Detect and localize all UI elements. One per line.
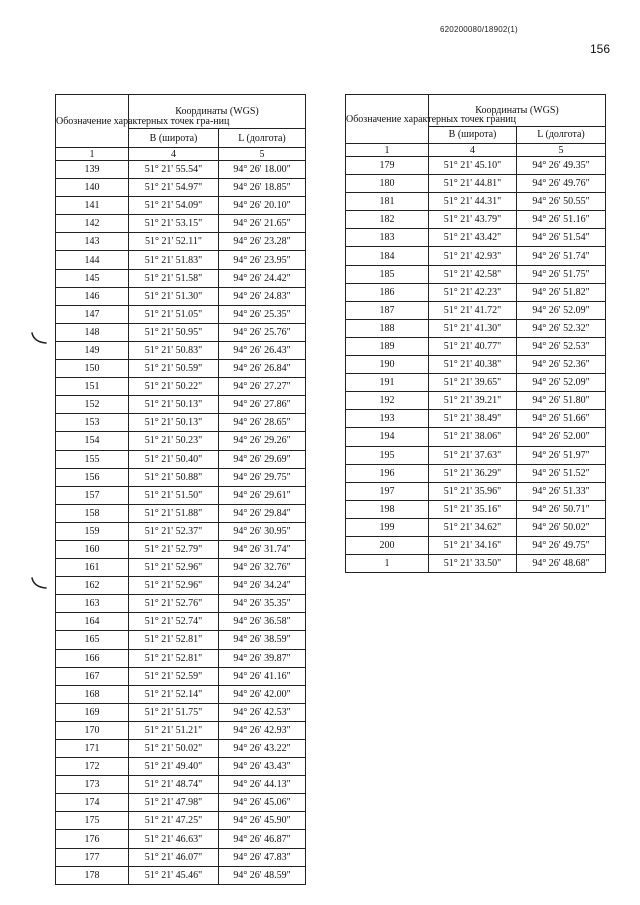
table-row <box>346 446 606 464</box>
latitude-cell: 51° 21' 51.58" <box>129 269 219 287</box>
point-id-cell: 198 <box>346 500 429 518</box>
point-id-cell: 169 <box>56 703 129 721</box>
table-row <box>346 157 606 175</box>
table-row <box>346 301 606 319</box>
latitude-cell: 51° 21' 52.81" <box>129 649 219 667</box>
point-id-cell: 189 <box>346 337 429 355</box>
point-id-cell: 161 <box>56 559 129 577</box>
latitude-cell: 51° 21' 47.25" <box>129 812 219 830</box>
point-id-cell: 166 <box>56 649 129 667</box>
point-id-cell: 175 <box>56 812 129 830</box>
point-id-cell: 163 <box>56 595 129 613</box>
table-row <box>56 450 306 468</box>
longitude-cell: 94° 26' 29.75" <box>219 468 306 486</box>
latitude-cell: 51° 21' 40.77" <box>429 337 517 355</box>
left-table-body <box>56 95 306 885</box>
longitude-cell: 94° 26' 34.24" <box>219 577 306 595</box>
latitude-cell: 51° 21' 43.79" <box>429 211 517 229</box>
table-row <box>56 215 306 233</box>
point-id-cell: 178 <box>56 866 129 884</box>
table-row <box>56 703 306 721</box>
table-row <box>56 341 306 359</box>
point-id-cell: 200 <box>346 536 429 554</box>
column-number: 4 <box>429 144 517 157</box>
latitude-cell: 51° 21' 52.74" <box>129 613 219 631</box>
table-row <box>346 356 606 374</box>
latitude-cell: 51° 21' 42.93" <box>429 247 517 265</box>
longitude-cell: 94° 26' 25.76" <box>219 323 306 341</box>
longitude-cell: 94° 26' 50.71" <box>517 500 606 518</box>
point-id-cell: 199 <box>346 518 429 536</box>
longitude-cell: 94° 26' 51.80" <box>517 392 606 410</box>
table-row <box>56 631 306 649</box>
longitude-cell: 94° 26' 52.09" <box>517 301 606 319</box>
column-number-row <box>346 144 606 157</box>
point-id-cell: 157 <box>56 486 129 504</box>
table-row <box>346 482 606 500</box>
latitude-cell: 51° 21' 33.50" <box>429 555 517 573</box>
point-id-cell: 143 <box>56 233 129 251</box>
latitude-cell: 51° 21' 51.75" <box>129 703 219 721</box>
longitude-cell: 94° 26' 51.74" <box>517 247 606 265</box>
point-id-cell: 165 <box>56 631 129 649</box>
longitude-cell: 94° 26' 29.69" <box>219 450 306 468</box>
table-row <box>56 794 306 812</box>
table-row <box>346 175 606 193</box>
point-id-cell: 162 <box>56 577 129 595</box>
longitude-cell: 94° 26' 27.86" <box>219 396 306 414</box>
point-id-cell: 196 <box>346 464 429 482</box>
table-row <box>56 613 306 631</box>
latitude-cell: 51° 21' 50.13" <box>129 396 219 414</box>
latitude-cell: 51° 21' 49.40" <box>129 758 219 776</box>
latitude-cell: 51° 21' 39.65" <box>429 374 517 392</box>
latitude-cell: 51° 21' 45.10" <box>429 157 517 175</box>
latitude-cell: 51° 21' 34.62" <box>429 518 517 536</box>
point-id-cell: 160 <box>56 540 129 558</box>
margin-check-mark-icon <box>30 575 48 591</box>
column-number: 1 <box>56 148 129 161</box>
point-id-cell: 141 <box>56 197 129 215</box>
latitude-cell: 51° 21' 52.59" <box>129 667 219 685</box>
longitude-cell: 94° 26' 51.16" <box>517 211 606 229</box>
longitude-cell: 94° 26' 42.00" <box>219 685 306 703</box>
longitude-cell: 94° 26' 49.76" <box>517 175 606 193</box>
point-id-cell: 151 <box>56 378 129 396</box>
table-row <box>56 649 306 667</box>
latitude-cell: 51° 21' 52.14" <box>129 685 219 703</box>
point-id-cell: 179 <box>346 157 429 175</box>
latitude-cell: 51° 21' 47.98" <box>129 794 219 812</box>
latitude-cell: 51° 21' 51.83" <box>129 251 219 269</box>
longitude-cell: 94° 26' 51.82" <box>517 283 606 301</box>
latitude-cell: 51° 21' 43.42" <box>429 229 517 247</box>
longitude-cell: 94° 26' 38.59" <box>219 631 306 649</box>
point-id-cell: 192 <box>346 392 429 410</box>
longitude-cell: 94° 26' 41.16" <box>219 667 306 685</box>
point-id-cell: 144 <box>56 251 129 269</box>
point-id-cell: 148 <box>56 323 129 341</box>
latitude-cell: 51° 21' 52.96" <box>129 577 219 595</box>
longitude-cell: 94° 26' 48.68" <box>517 555 606 573</box>
point-id-cell: 156 <box>56 468 129 486</box>
point-id-cell: 191 <box>346 374 429 392</box>
longitude-cell: 94° 26' 42.53" <box>219 703 306 721</box>
table-row <box>346 410 606 428</box>
table-row <box>56 685 306 703</box>
point-id-cell: 176 <box>56 830 129 848</box>
longitude-cell: 94° 26' 52.53" <box>517 337 606 355</box>
header-row <box>346 95 606 127</box>
point-id-cell: 172 <box>56 758 129 776</box>
document-number: 620200080/18902(1) <box>440 25 518 34</box>
point-id-cell: 184 <box>346 247 429 265</box>
longitude-cell: 94° 26' 51.52" <box>517 464 606 482</box>
longitude-cell: 94° 26' 51.97" <box>517 446 606 464</box>
column-number: 5 <box>219 148 306 161</box>
point-id-cell: 145 <box>56 269 129 287</box>
table-row <box>346 211 606 229</box>
table-row <box>346 555 606 573</box>
point-id-cell: 146 <box>56 287 129 305</box>
longitude-cell: 94° 26' 26.43" <box>219 341 306 359</box>
table-row <box>56 776 306 794</box>
point-id-cell: 182 <box>346 211 429 229</box>
longitude-cell: 94° 26' 32.76" <box>219 559 306 577</box>
table-row <box>346 283 606 301</box>
table-row <box>346 428 606 446</box>
latitude-cell: 51° 21' 52.76" <box>129 595 219 613</box>
longitude-cell: 94° 26' 25.35" <box>219 305 306 323</box>
longitude-cell: 94° 26' 47.83" <box>219 848 306 866</box>
latitude-cell: 51° 21' 54.09" <box>129 197 219 215</box>
point-id-cell: 167 <box>56 667 129 685</box>
table-row <box>56 577 306 595</box>
longitude-cell: 94° 26' 51.54" <box>517 229 606 247</box>
longitude-cell: 94° 26' 50.02" <box>517 518 606 536</box>
longitude-cell: 94° 26' 27.27" <box>219 378 306 396</box>
table-row <box>56 233 306 251</box>
table-row <box>56 251 306 269</box>
latitude-cell: 51° 21' 52.79" <box>129 540 219 558</box>
column-number: 4 <box>129 148 219 161</box>
point-id-cell: 194 <box>346 428 429 446</box>
point-id-cell: 155 <box>56 450 129 468</box>
point-id-cell: 173 <box>56 776 129 794</box>
table-row <box>56 812 306 830</box>
margin-check-mark-icon <box>30 330 48 346</box>
point-id-cell: 195 <box>346 446 429 464</box>
latitude-cell: 51° 21' 40.38" <box>429 356 517 374</box>
latitude-header: B (широта) <box>129 129 219 148</box>
table-row <box>346 392 606 410</box>
longitude-cell: 94° 26' 23.28" <box>219 233 306 251</box>
latitude-cell: 51° 21' 51.05" <box>129 305 219 323</box>
point-id-cell: 177 <box>56 848 129 866</box>
point-id-cell: 187 <box>346 301 429 319</box>
table-row <box>346 464 606 482</box>
latitude-cell: 51° 21' 36.29" <box>429 464 517 482</box>
latitude-cell: 51° 21' 38.49" <box>429 410 517 428</box>
designation-header: Обозначение характерных точек границ <box>346 95 429 144</box>
table-row <box>56 559 306 577</box>
point-id-cell: 159 <box>56 522 129 540</box>
table-row <box>56 740 306 758</box>
page-number: 156 <box>590 42 611 56</box>
latitude-cell: 51° 21' 42.58" <box>429 265 517 283</box>
point-id-cell: 149 <box>56 341 129 359</box>
latitude-cell: 51° 21' 35.16" <box>429 500 517 518</box>
column-number: 5 <box>517 144 606 157</box>
table-row <box>56 830 306 848</box>
latitude-cell: 51° 21' 52.11" <box>129 233 219 251</box>
latitude-cell: 51° 21' 51.21" <box>129 721 219 739</box>
point-id-cell: 174 <box>56 794 129 812</box>
point-id-cell: 142 <box>56 215 129 233</box>
left-coordinates-table <box>55 94 306 885</box>
longitude-cell: 94° 26' 35.35" <box>219 595 306 613</box>
latitude-cell: 51° 21' 54.97" <box>129 179 219 197</box>
longitude-cell: 94° 26' 29.61" <box>219 486 306 504</box>
latitude-cell: 51° 21' 55.54" <box>129 161 219 179</box>
latitude-cell: 51° 21' 51.30" <box>129 287 219 305</box>
table-row <box>346 319 606 337</box>
point-id-cell: 147 <box>56 305 129 323</box>
table-row <box>56 197 306 215</box>
latitude-cell: 51° 21' 52.96" <box>129 559 219 577</box>
longitude-cell: 94° 26' 31.74" <box>219 540 306 558</box>
latitude-cell: 51° 21' 41.72" <box>429 301 517 319</box>
point-id-cell: 188 <box>346 319 429 337</box>
point-id-cell: 193 <box>346 410 429 428</box>
point-id-cell: 152 <box>56 396 129 414</box>
longitude-cell: 94° 26' 51.33" <box>517 482 606 500</box>
table-row <box>56 432 306 450</box>
latitude-cell: 51° 21' 50.59" <box>129 360 219 378</box>
point-id-cell: 190 <box>346 356 429 374</box>
right-table-body <box>346 95 606 573</box>
coordinates-header: Координаты (WGS) <box>429 95 606 127</box>
table-row <box>56 161 306 179</box>
longitude-cell: 94° 26' 29.26" <box>219 432 306 450</box>
longitude-cell: 94° 26' 45.90" <box>219 812 306 830</box>
latitude-cell: 51° 21' 46.63" <box>129 830 219 848</box>
longitude-cell: 94° 26' 43.43" <box>219 758 306 776</box>
latitude-cell: 51° 21' 41.30" <box>429 319 517 337</box>
right-coordinates-table <box>345 94 606 573</box>
latitude-cell: 51° 21' 39.21" <box>429 392 517 410</box>
latitude-cell: 51° 21' 45.46" <box>129 866 219 884</box>
table-row <box>346 247 606 265</box>
latitude-cell: 51° 21' 44.31" <box>429 193 517 211</box>
point-id-cell: 153 <box>56 414 129 432</box>
point-id-cell: 183 <box>346 229 429 247</box>
latitude-cell: 51° 21' 50.22" <box>129 378 219 396</box>
table-row <box>56 758 306 776</box>
longitude-cell: 94° 26' 50.55" <box>517 193 606 211</box>
table-row <box>56 468 306 486</box>
latitude-cell: 51° 21' 42.23" <box>429 283 517 301</box>
table-row <box>56 287 306 305</box>
latitude-header: B (широта) <box>429 126 517 143</box>
table-row <box>56 540 306 558</box>
table-row <box>56 323 306 341</box>
table-row <box>56 522 306 540</box>
longitude-cell: 94° 26' 23.95" <box>219 251 306 269</box>
latitude-cell: 51° 21' 52.81" <box>129 631 219 649</box>
longitude-header: L (долгота) <box>517 126 606 143</box>
latitude-cell: 51° 21' 34.16" <box>429 536 517 554</box>
longitude-cell: 94° 26' 52.09" <box>517 374 606 392</box>
table-row <box>346 265 606 283</box>
point-id-cell: 1 <box>346 555 429 573</box>
point-id-cell: 180 <box>346 175 429 193</box>
point-id-cell: 171 <box>56 740 129 758</box>
longitude-cell: 94° 26' 48.59" <box>219 866 306 884</box>
table-row <box>346 500 606 518</box>
latitude-cell: 51° 21' 51.88" <box>129 504 219 522</box>
designation-header: Обозначение характерных точек гра-ниц <box>56 95 129 148</box>
longitude-cell: 94° 26' 18.00" <box>219 161 306 179</box>
table-row <box>56 721 306 739</box>
point-id-cell: 164 <box>56 613 129 631</box>
latitude-cell: 51° 21' 35.96" <box>429 482 517 500</box>
longitude-cell: 94° 26' 49.35" <box>517 157 606 175</box>
table-row <box>346 374 606 392</box>
longitude-cell: 94° 26' 44.13" <box>219 776 306 794</box>
latitude-cell: 51° 21' 50.02" <box>129 740 219 758</box>
header-row <box>56 95 306 129</box>
column-number: 1 <box>346 144 429 157</box>
latitude-cell: 51° 21' 51.50" <box>129 486 219 504</box>
longitude-cell: 94° 26' 46.87" <box>219 830 306 848</box>
latitude-cell: 51° 21' 50.23" <box>129 432 219 450</box>
latitude-cell: 51° 21' 50.83" <box>129 341 219 359</box>
point-id-cell: 197 <box>346 482 429 500</box>
table-row <box>56 667 306 685</box>
latitude-cell: 51° 21' 46.07" <box>129 848 219 866</box>
longitude-cell: 94° 26' 39.87" <box>219 649 306 667</box>
longitude-cell: 94° 26' 52.32" <box>517 319 606 337</box>
table-row <box>56 305 306 323</box>
longitude-cell: 94° 26' 29.84" <box>219 504 306 522</box>
longitude-cell: 94° 26' 28.65" <box>219 414 306 432</box>
longitude-cell: 94° 26' 26.84" <box>219 360 306 378</box>
table-row <box>56 414 306 432</box>
point-id-cell: 168 <box>56 685 129 703</box>
latitude-cell: 51° 21' 38.06" <box>429 428 517 446</box>
coordinates-header: Координаты (WGS) <box>129 95 306 129</box>
latitude-cell: 51° 21' 53.15" <box>129 215 219 233</box>
longitude-cell: 94° 26' 51.66" <box>517 410 606 428</box>
longitude-cell: 94° 26' 21.65" <box>219 215 306 233</box>
table-row <box>346 536 606 554</box>
longitude-cell: 94° 26' 52.36" <box>517 356 606 374</box>
table-row <box>346 337 606 355</box>
point-id-cell: 170 <box>56 721 129 739</box>
longitude-cell: 94° 26' 24.42" <box>219 269 306 287</box>
latitude-cell: 51° 21' 52.37" <box>129 522 219 540</box>
table-row <box>56 848 306 866</box>
latitude-cell: 51° 21' 48.74" <box>129 776 219 794</box>
longitude-cell: 94° 26' 18.85" <box>219 179 306 197</box>
table-row <box>56 378 306 396</box>
latitude-cell: 51° 21' 44.81" <box>429 175 517 193</box>
table-row <box>56 269 306 287</box>
longitude-cell: 94° 26' 36.58" <box>219 613 306 631</box>
longitude-cell: 94° 26' 49.75" <box>517 536 606 554</box>
table-row <box>56 595 306 613</box>
point-id-cell: 185 <box>346 265 429 283</box>
longitude-cell: 94° 26' 42.93" <box>219 721 306 739</box>
longitude-header: L (долгота) <box>219 129 306 148</box>
point-id-cell: 139 <box>56 161 129 179</box>
point-id-cell: 154 <box>56 432 129 450</box>
point-id-cell: 186 <box>346 283 429 301</box>
table-row <box>56 179 306 197</box>
point-id-cell: 150 <box>56 360 129 378</box>
point-id-cell: 140 <box>56 179 129 197</box>
column-number-row <box>56 148 306 161</box>
latitude-cell: 51° 21' 50.95" <box>129 323 219 341</box>
table-row <box>56 396 306 414</box>
table-row <box>56 866 306 884</box>
table-row <box>56 360 306 378</box>
point-id-cell: 158 <box>56 504 129 522</box>
point-id-cell: 181 <box>346 193 429 211</box>
latitude-cell: 51° 21' 37.63" <box>429 446 517 464</box>
table-row <box>346 518 606 536</box>
longitude-cell: 94° 26' 52.00" <box>517 428 606 446</box>
longitude-cell: 94° 26' 20.10" <box>219 197 306 215</box>
longitude-cell: 94° 26' 24.83" <box>219 287 306 305</box>
latitude-cell: 51° 21' 50.88" <box>129 468 219 486</box>
table-row <box>56 504 306 522</box>
latitude-cell: 51° 21' 50.40" <box>129 450 219 468</box>
table-row <box>346 229 606 247</box>
table-row <box>346 193 606 211</box>
longitude-cell: 94° 26' 51.75" <box>517 265 606 283</box>
longitude-cell: 94° 26' 43.22" <box>219 740 306 758</box>
table-row <box>56 486 306 504</box>
longitude-cell: 94° 26' 45.06" <box>219 794 306 812</box>
latitude-cell: 51° 21' 50.13" <box>129 414 219 432</box>
longitude-cell: 94° 26' 30.95" <box>219 522 306 540</box>
